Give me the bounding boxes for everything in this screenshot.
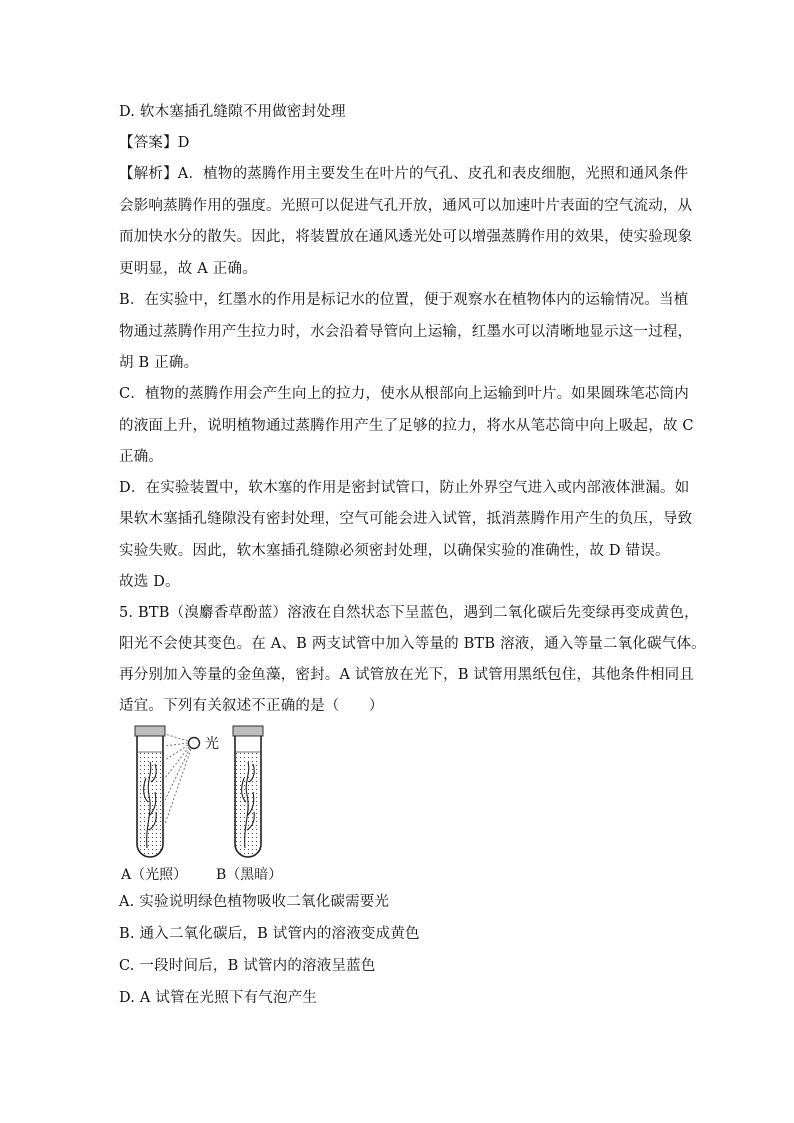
- analysis-line: 【解析】A．植物的蒸腾作用主要发生在叶片的气孔、皮孔和表皮细胞，光照和通风条件: [119, 166, 689, 182]
- option-b: B. 通入二氧化碳后，B 试管内的溶液变成黄色: [119, 926, 420, 942]
- analysis-line: D．在实验装置中，软木塞的作用是密封试管口，防止外界空气进入或内部液体泄漏。如: [119, 480, 690, 496]
- conclusion-line: 故选 D。: [119, 574, 180, 590]
- light-label: 光: [205, 736, 219, 752]
- option-d-prev: D. 软木塞插孔缝隙不用做密封处理: [119, 104, 346, 120]
- caption-b: B（黑暗）: [216, 867, 283, 883]
- analysis-line: 果软木塞插孔缝隙没有密封处理，空气可能会进入试管，抵消蒸腾作用产生的负压，导致: [119, 511, 693, 527]
- analysis-line: 物通过蒸腾作用产生拉力时，水会沿着导管向上运输，红墨水可以清晰地显示这一过程，: [119, 324, 693, 340]
- analysis-line: 实验失败。因此，软木塞插孔缝隙必须密封处理，以确保实验的准确性，故 D 错误。: [119, 543, 670, 559]
- analysis-line: 会影响蒸腾作用的强度。光照可以促进气孔开放，通风可以加速叶片表面的空气流动，从: [119, 198, 693, 214]
- question-line: 再分别加入等量的金鱼藻，密封。A 试管放在光下，B 试管用黑纸包住，其他条件相同且: [119, 667, 695, 683]
- caption-a: A（光照）: [121, 867, 188, 883]
- question-line: 适宜。下列有关叙述不正确的是（ ）: [119, 698, 384, 714]
- analysis-line: B．在实验中，红墨水的作用是标记水的位置，便于观察水在植物体内的运输情况。当植: [119, 292, 689, 308]
- light-source: [165, 734, 200, 824]
- test-tube-diagram: [119, 720, 319, 870]
- option-d: D. A 试管在光照下有气泡产生: [119, 990, 318, 1006]
- analysis-line: 更明显，故 A 正确。: [119, 261, 257, 277]
- analysis-line: 的液面上升，说明植物通过蒸腾作用产生了足够的拉力，将水从笔芯筒中向上吸起，故 C: [119, 418, 694, 434]
- option-c: C. 一段时间后，B 试管内的溶液呈蓝色: [119, 958, 376, 974]
- analysis-line: C．植物的蒸腾作用会产生向上的拉力，使水从根部向上运输到叶片。如果圆珠笔芯筒内: [119, 386, 689, 402]
- analysis-line: 而加快水分的散失。因此，将装置放在通风透光处可以增强蒸腾作用的效果，使实验现象: [119, 229, 693, 245]
- option-a: A. 实验说明绿色植物吸收二氧化碳需要光: [119, 894, 390, 910]
- tube-a: [135, 726, 165, 862]
- analysis-line: 胡 B 正确。: [119, 355, 199, 371]
- tube-b: [233, 726, 263, 862]
- question-line: 5. BTB（溴麝香草酚蓝）溶液在自然状态下呈蓝色，遇到二氧化碳后先变绿再变成黄色，: [119, 605, 699, 621]
- question-line: 阳光不会使其变色。在 A、B 两支试管中加入等量的 BTB 溶液，通入等量二氧化碳气体。: [119, 636, 706, 652]
- test-tube-figure: [119, 720, 319, 890]
- analysis-line: 正确。: [119, 449, 164, 465]
- answer-line: 【答案】D: [119, 135, 190, 151]
- bulb-icon: [189, 738, 200, 749]
